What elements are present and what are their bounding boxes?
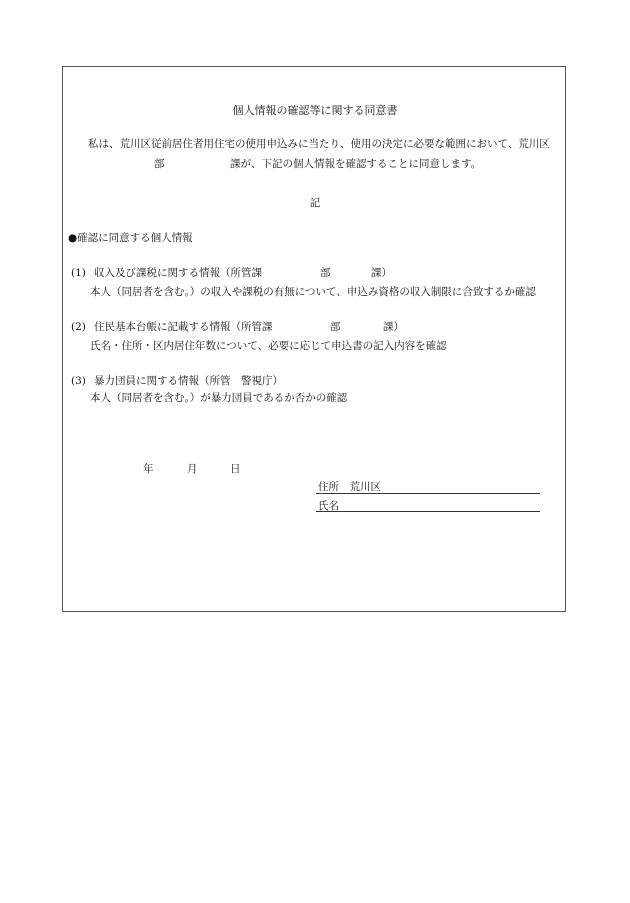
intro-line-1: 私は、荒川区従前居住者用住宅の使用申込みに当たり、使用の決定に必要な範囲において、荒川区	[88, 138, 550, 150]
item-2-section: 課）	[383, 321, 404, 333]
address-label: 住所 荒川区	[318, 481, 381, 493]
section-heading: ●確認に同意する個人情報	[68, 232, 193, 244]
name-underline	[316, 511, 540, 512]
date-day: 日	[230, 463, 241, 475]
item-1-dept: 部	[320, 267, 331, 279]
date-month: 月	[187, 463, 198, 475]
intro-line-2: 課が、下記の個人情報を確認することに同意します。	[230, 158, 482, 170]
item-2-dept: 部	[330, 321, 341, 333]
document-title: 個人情報の確認等に関する同意書	[232, 104, 398, 117]
item-2-number: (2)	[71, 321, 86, 333]
date-year: 年	[143, 463, 154, 475]
intro-dept-label: 部	[154, 158, 165, 170]
item-1-number: (1)	[71, 267, 86, 279]
item-1-section: 課）	[371, 267, 392, 279]
address-underline	[316, 493, 540, 494]
item-1-detail: 本人（同居者を含む。）の収入や課税の有無について、申込み資格の収入制限に合致するか確認	[90, 286, 536, 298]
item-2-label: 住民基本台帳に記載する情報（所管課	[94, 321, 273, 333]
name-label: 氏名	[318, 500, 339, 512]
item-2-detail: 氏名・住所・区内居住年数について、必要に応じて申込書の記入内容を確認	[90, 340, 447, 352]
item-3-detail: 本人（同居者を含む。）が暴力団員であるか否かの確認	[90, 392, 348, 404]
item-3-number: (3)	[71, 375, 86, 387]
ki-heading: 記	[309, 197, 321, 209]
item-3-label: 暴力団員に関する情報（所管 警視庁）	[94, 375, 283, 387]
item-1-label: 収入及び課税に関する情報（所管課	[94, 267, 262, 279]
